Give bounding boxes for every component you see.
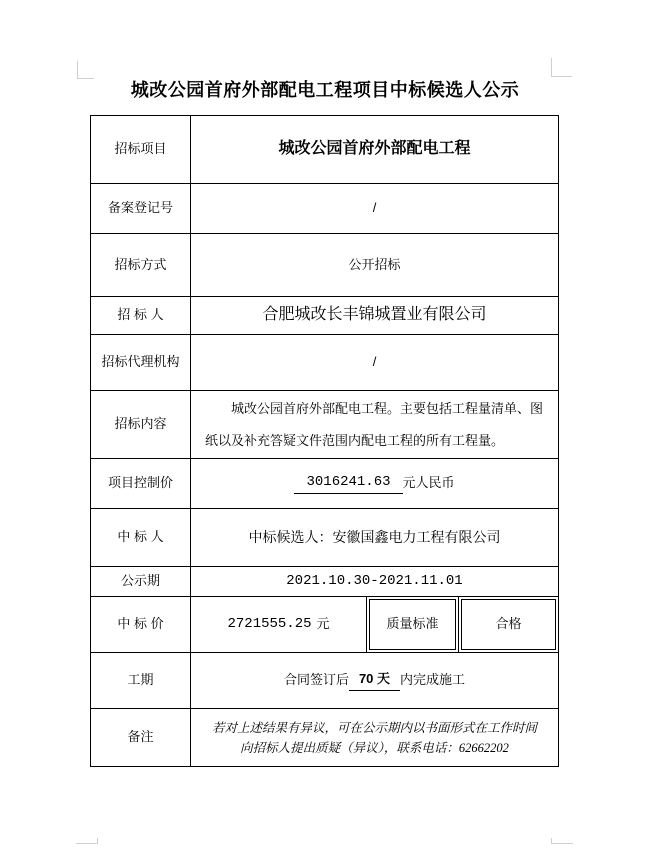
table-row-publicity-period — [91, 566, 558, 596]
quality-result-cell — [459, 597, 558, 652]
row-value: 合肥城改长丰锦城置业有限公司 — [262, 306, 487, 324]
row-label: 项目控制价 — [91, 459, 191, 508]
row-label: 招标项目 — [91, 116, 191, 183]
row-label: 招标内容 — [91, 391, 191, 458]
row-value: / — [372, 200, 377, 216]
row-value: 公开招标 — [348, 256, 401, 272]
row-label: 备案登记号 — [91, 184, 191, 233]
row-label: 中 标 人 — [91, 509, 191, 566]
remark-paragraph: 若对上述结果有异议，可在公示期内以书面形式在工作时间向招标人提出质疑（异议），联系电话：62662202 — [211, 720, 537, 755]
row-value: / — [372, 354, 377, 370]
table-row-remark — [91, 708, 558, 766]
table-row-control-price — [91, 458, 558, 508]
win-price-unit: 元 — [316, 616, 330, 632]
quality-standard-label: 质量标准 — [369, 599, 456, 650]
row-value: 城改公园首府外部配电工程 — [278, 140, 471, 158]
win-price-number: 2721555.25 — [227, 615, 312, 632]
row-label: 中 标 价 — [91, 597, 191, 652]
table-row-agency — [91, 334, 558, 390]
duration-suffix: 内完成施工 — [400, 672, 466, 688]
row-value — [191, 709, 558, 766]
duration-days: 70 天 — [349, 670, 400, 690]
win-price-value — [191, 597, 367, 652]
row-label: 招 标 人 — [91, 297, 191, 334]
bid-content-paragraph: 城改公园首府外部配电工程。主要包括工程量清单、图纸以及补充答疑文件范围内配电工程的所有工程量。 — [205, 401, 544, 448]
control-price-unit: 元人民币 — [402, 475, 455, 491]
row-label: 备注 — [91, 709, 191, 766]
table-row-record-no — [91, 183, 558, 233]
row-value: 2021.10.30-2021.11.01 — [286, 572, 463, 589]
table-row-bid-project — [91, 116, 558, 183]
duration-prefix: 合同签订后 — [283, 672, 349, 688]
margin-corner-mark-top-right — [551, 58, 572, 77]
row-label: 招标代理机构 — [91, 335, 191, 390]
row-value — [191, 459, 558, 508]
margin-corner-mark-bottom-right — [551, 838, 573, 844]
row-label: 工期 — [91, 653, 191, 708]
margin-corner-mark-bottom-left — [76, 838, 98, 844]
table-row-tenderee — [91, 296, 558, 334]
row-label: 招标方式 — [91, 234, 191, 296]
quality-result-value: 合格 — [461, 599, 556, 650]
page-title: 城改公园首府外部配电工程项目中标候选人公示 — [130, 80, 520, 100]
table-row-winner — [91, 508, 558, 566]
row-value — [191, 391, 558, 458]
table-row-win-price — [91, 596, 558, 652]
table-row-bid-content — [91, 390, 558, 458]
row-value: 中标候选人：安徽国鑫电力工程有限公司 — [248, 528, 501, 545]
control-price-number: 3016241.63 — [294, 473, 402, 495]
table-row-duration — [91, 652, 558, 708]
row-value — [191, 653, 558, 708]
row-label: 公示期 — [91, 567, 191, 596]
table-row-bid-method — [91, 233, 558, 296]
bid-announcement-table — [90, 115, 559, 767]
quality-standard-cell — [367, 597, 459, 652]
